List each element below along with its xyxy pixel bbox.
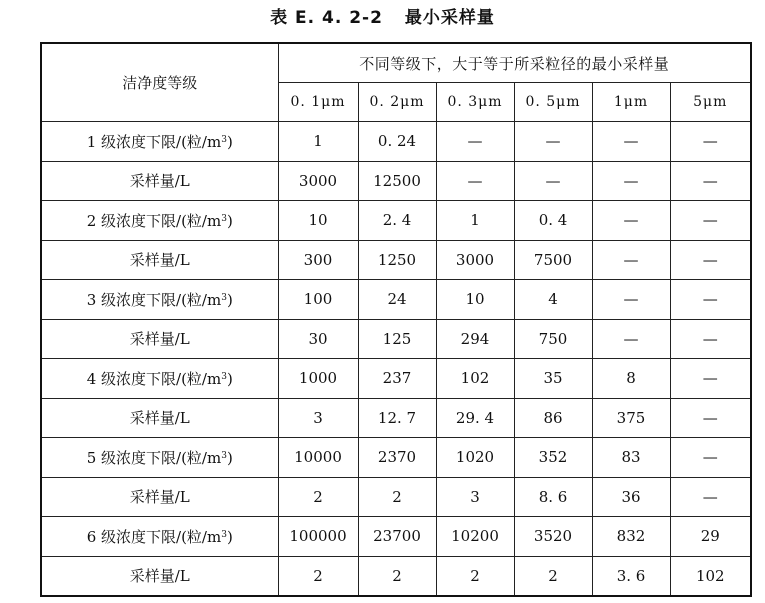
table-cell: — (592, 240, 670, 280)
table-cell: — (514, 122, 592, 162)
table-cell: 10000 (278, 438, 358, 478)
table-cell: 86 (514, 398, 592, 438)
table-cell: — (514, 161, 592, 201)
table-row (41, 359, 751, 399)
column-header-size: 1μm (592, 83, 670, 122)
table-cell: — (670, 201, 751, 241)
table-row (41, 201, 751, 241)
table-cell: 102 (436, 359, 514, 399)
table-cell: — (670, 280, 751, 320)
row-label (41, 240, 278, 280)
table-cell: 100 (278, 280, 358, 320)
table-cell: 83 (592, 438, 670, 478)
table-cell: 29. 4 (436, 398, 514, 438)
table-cell: 2. 4 (358, 201, 436, 241)
row-label (41, 359, 278, 399)
table-row (41, 398, 751, 438)
table-cell: — (670, 319, 751, 359)
table-row (41, 438, 751, 478)
table-cell: 36 (592, 477, 670, 517)
table-cell: 3000 (278, 161, 358, 201)
table-cell: 10200 (436, 517, 514, 557)
table-cell: 352 (514, 438, 592, 478)
column-header-size: 5μm (670, 83, 751, 122)
table-cell: 2 (358, 477, 436, 517)
table-cell: 2 (358, 556, 436, 596)
table-cell: 12500 (358, 161, 436, 201)
table-cell: 237 (358, 359, 436, 399)
column-header-size: 0. 3μm (436, 83, 514, 122)
table-cell: 30 (278, 319, 358, 359)
table-cell: — (670, 240, 751, 280)
row-label-tail: ) (226, 290, 233, 309)
row-label-text: 采样量/L (129, 172, 190, 191)
unit-superscript: 3 (221, 529, 227, 540)
table-cell: 3000 (436, 240, 514, 280)
table-row (41, 319, 751, 359)
row-label (41, 201, 278, 241)
row-label-text: 3 级浓度下限/(粒/m (86, 290, 222, 309)
table-cell: — (436, 161, 514, 201)
row-label-text: 6 级浓度下限/(粒/m (86, 527, 222, 546)
table-cell: 1000 (278, 359, 358, 399)
row-label (41, 556, 278, 596)
min-sampling-volume-table (40, 42, 752, 597)
table-title (0, 6, 765, 30)
table-cell: — (670, 122, 751, 162)
table-cell: 125 (358, 319, 436, 359)
table-cell: 2 (278, 477, 358, 517)
unit-superscript: 3 (221, 292, 227, 303)
unit-superscript: 3 (221, 371, 227, 382)
cleanliness-grade-header: 洁净度等级 (41, 43, 278, 122)
row-label-text: 采样量/L (129, 567, 190, 586)
table-cell: 12. 7 (358, 398, 436, 438)
table-cell: 3 (436, 477, 514, 517)
table-cell: — (592, 319, 670, 359)
row-label-text: 2 级浓度下限/(粒/m (86, 211, 222, 230)
table-cell: — (670, 477, 751, 517)
table-body (41, 122, 751, 597)
table-cell: 1020 (436, 438, 514, 478)
row-label (41, 398, 278, 438)
table-cell: 1 (436, 201, 514, 241)
table-cell: 300 (278, 240, 358, 280)
row-label-tail: ) (226, 369, 233, 388)
table-cell: 3520 (514, 517, 592, 557)
row-label (41, 477, 278, 517)
table-row (41, 280, 751, 320)
table-cell: 294 (436, 319, 514, 359)
particle-size-span-header: 不同等级下，大于等于所采粒径的最小采样量 (278, 43, 751, 83)
row-label (41, 122, 278, 162)
unit-superscript: 3 (221, 134, 227, 145)
table-cell: 10 (278, 201, 358, 241)
table-cell: — (670, 359, 751, 399)
table-cell: 8. 6 (514, 477, 592, 517)
header-row-top (41, 43, 751, 83)
table-cell: 1 (278, 122, 358, 162)
unit-superscript: 3 (221, 450, 227, 461)
row-label (41, 280, 278, 320)
table-row (41, 161, 751, 201)
row-label-text: 5 级浓度下限/(粒/m (86, 448, 222, 467)
table-code: 表 E. 4. 2-2 (270, 8, 383, 28)
table-row (41, 240, 751, 280)
table-cell: 29 (670, 517, 751, 557)
table-row (41, 122, 751, 162)
table-cell: 102 (670, 556, 751, 596)
column-header-size: 0. 5μm (514, 83, 592, 122)
table-cell: 3 (278, 398, 358, 438)
table-cell: — (592, 280, 670, 320)
row-label-tail: ) (226, 448, 233, 467)
table-cell: 2370 (358, 438, 436, 478)
row-label-text: 4 级浓度下限/(粒/m (86, 369, 222, 388)
table-cell: 375 (592, 398, 670, 438)
row-label (41, 438, 278, 478)
unit-superscript: 3 (221, 213, 227, 224)
table-cell: 4 (514, 280, 592, 320)
row-label-tail: ) (226, 211, 233, 230)
row-label-tail: ) (226, 132, 233, 151)
table-cell: 2 (436, 556, 514, 596)
table-cell: 0. 4 (514, 201, 592, 241)
table-cell: 23700 (358, 517, 436, 557)
table-cell: — (670, 438, 751, 478)
table-cell: — (436, 122, 514, 162)
row-label-text: 采样量/L (129, 409, 190, 428)
table-cell: 3. 6 (592, 556, 670, 596)
table-cell: 10 (436, 280, 514, 320)
table-row (41, 556, 751, 596)
table-cell: — (670, 398, 751, 438)
table-cell: 2 (278, 556, 358, 596)
row-label (41, 319, 278, 359)
table-cell: — (670, 161, 751, 201)
column-header-size: 0. 1μm (278, 83, 358, 122)
row-label (41, 161, 278, 201)
table-cell: — (592, 201, 670, 241)
row-label-text: 采样量/L (129, 330, 190, 349)
table-cell: — (592, 161, 670, 201)
table-cell: 8 (592, 359, 670, 399)
table-cell: — (592, 122, 670, 162)
table-row (41, 517, 751, 557)
table-cell: 7500 (514, 240, 592, 280)
table-cell: 0. 24 (358, 122, 436, 162)
table-cell: 2 (514, 556, 592, 596)
row-label-text: 采样量/L (129, 251, 190, 270)
table-cell: 24 (358, 280, 436, 320)
table-cell: 750 (514, 319, 592, 359)
table-cell: 1250 (358, 240, 436, 280)
table-row (41, 477, 751, 517)
row-label-text: 采样量/L (129, 488, 190, 507)
row-label (41, 517, 278, 557)
table-cell: 35 (514, 359, 592, 399)
row-label-text: 1 级浓度下限/(粒/m (86, 132, 222, 151)
table-cell: 832 (592, 517, 670, 557)
column-header-size: 0. 2μm (358, 83, 436, 122)
table-caption: 最小采样量 (404, 8, 495, 28)
row-label-tail: ) (226, 527, 233, 546)
table-cell: 100000 (278, 517, 358, 557)
